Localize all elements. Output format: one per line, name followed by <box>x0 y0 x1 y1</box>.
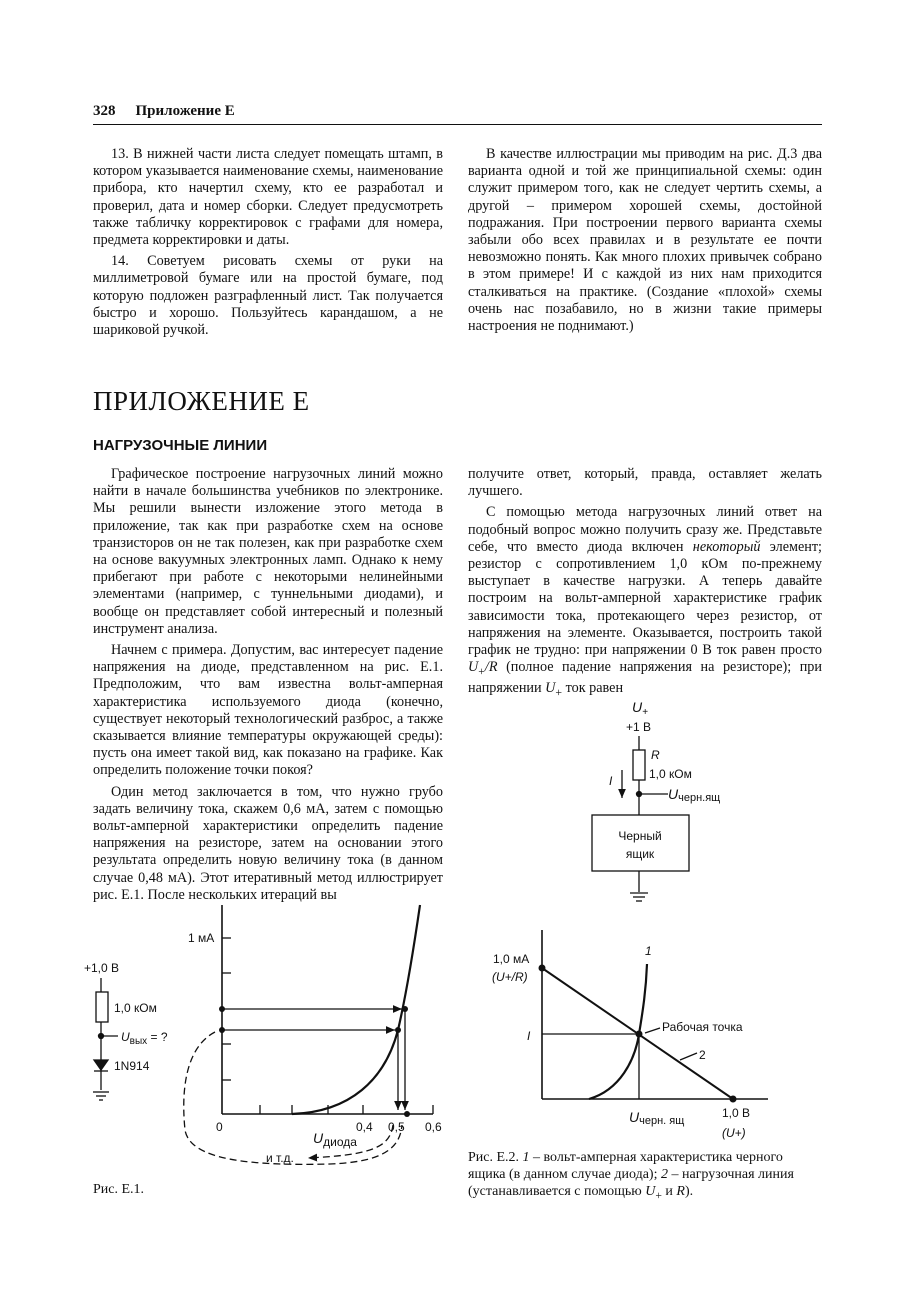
text: Рис. Е.2. <box>468 1150 523 1165</box>
symbol: U <box>313 1130 324 1146</box>
symbol: U <box>121 1030 130 1044</box>
x-tick-label: 0,6 <box>425 1120 442 1134</box>
text: и <box>661 1184 677 1199</box>
appendix-subtitle: НАГРУЗОЧНЫЕ ЛИНИИ <box>93 437 268 454</box>
supply-label: +1,0 В <box>84 961 120 975</box>
x-max-label: 1,0 В <box>722 1106 751 1120</box>
symbol: 2 <box>660 1167 668 1182</box>
symbol: R <box>676 1184 685 1199</box>
resistor-value: 1,0 кОм <box>649 767 692 781</box>
points <box>219 1006 410 1117</box>
box-label: Черный <box>618 829 662 843</box>
subscript: черн.ящ <box>678 792 721 804</box>
ground-icon <box>630 893 648 901</box>
y-max-sub: (U+/R) <box>492 970 528 984</box>
text: – нагрузочная линия (устанавливается с помощью <box>468 1167 794 1199</box>
text: = ? <box>147 1030 168 1044</box>
y-tick-label: 1 мА <box>188 931 215 945</box>
symbol: U <box>545 680 556 697</box>
subscript: вых <box>129 1036 148 1047</box>
operating-point-label: Рабочая точка <box>662 1020 743 1034</box>
x-tick-label: 0 <box>216 1120 223 1134</box>
diode-label: 1N914 <box>114 1059 150 1073</box>
symbol: U <box>468 659 479 676</box>
paragraph: В качестве иллюстрации мы приводим на рис. Д.3 два варианта одной и той же принципиальной схемы: один служит примером того, как не следует чертить схемы, а другой – примером хорошей схемы, достойной подражания. При построении первого варианта схемы забыли обо всех правилах и в результате ее почти невозможно понять. Как много плохих привычек собрано в этом примере! И с каждой из них нам приходится сталкиваться на практике. (Создание «плохой» схемы очень нас позабавило, но в жизни такие примеры настроения не поднимают.) <box>468 146 822 335</box>
subscript: + <box>642 707 648 718</box>
fig2-caption <box>468 1149 823 1204</box>
symbol: U <box>645 1184 656 1199</box>
subscript: черн. ящ <box>639 1115 685 1127</box>
text: (полное падение напряжения на резисторе); при напряжении <box>468 659 822 697</box>
leader-line <box>645 1028 660 1033</box>
symbol: + <box>478 664 485 679</box>
x-axis-label <box>313 1130 357 1149</box>
paragraph: Один метод заключается в том, что нужно грубо задать величину тока, скажем 0,6 мА, затем с помощью вольт-амперной характеристики определить падение напряжения на резисторе, затем на основании этого результата определить новую величину тока (в данном случае 0,48 мА). Этот итеративный метод иллюстрирует рис. Е.1. После нескольких итераций вы <box>93 783 443 903</box>
x-point-label <box>629 1109 684 1127</box>
paragraph-14: 14. Советуем рисовать схемы от руки на миллиметровой бумаге или на простой бумаге, под которую подложен разграфленный лист. Так получается быстро и хорошо. Пользуйтесь карандашом, а не шариковой ручкой. <box>93 253 443 339</box>
dashed-iteration-path <box>184 1032 402 1164</box>
black-box <box>592 815 689 871</box>
resistor-symbol <box>96 992 108 1022</box>
text: ток равен <box>562 680 624 697</box>
paragraph-13: 13. В нижней части листа следует помещать штамп, в котором указывается наименование схемы, наименование прибора, кто начертил схему, кто ее разработал и проверил, дата и номер сборки. Следует предусмотреть также табличку корректировок с графами для номера, предмета корректировки и даты. <box>93 146 443 249</box>
fig1-circuit <box>93 978 118 1100</box>
etc-label: и т.д. <box>266 1151 294 1165</box>
x-tick-label: 0,5 <box>388 1120 405 1134</box>
text: – вольт-амперная характеристика черного ящика (в данном случае диода); <box>468 1150 783 1182</box>
paragraph: получите ответ, который, правда, оставляет желать лучшего. <box>468 466 822 500</box>
current-label: I <box>609 774 613 788</box>
text: элемент; резистор с сопротивлением 1,0 кОм по-прежнему выступает в качестве нагрузки. А теперь давайте построим на вольт-амперной характеристике график зависимости тока, протекающего через резистор, от напряжения на элементе. Оказывается, построить такой график не трудно: при напряжении 0 В ток равен просто <box>468 538 822 659</box>
section-name: Приложение Е <box>135 103 235 119</box>
x-max-sub: (U+) <box>722 1126 746 1140</box>
box-label: ящик <box>625 847 655 861</box>
output-label <box>121 1030 168 1047</box>
r-label: R <box>651 748 660 762</box>
resistor-label: 1,0 кОм <box>114 1001 157 1015</box>
emphasis: некоторый <box>692 538 761 555</box>
node-voltage-label <box>668 786 720 804</box>
paragraph: Графическое построение нагрузочных линий можно найти в начале большинства учебников по электронике. Мы решили вынести изложение этого метода в приложение, так как при разработке схем на основе транзисторов он не так полезен, как при разработке схем на основе вакуумных электронных ламп. Однако к нему прибегают при работе с некоторыми нелинейными элементами (например, с туннельными диодами), и вообще он представляет собой интересный и полезный инструмент анализа. <box>93 466 443 637</box>
curve-1-label: 1 <box>645 944 652 958</box>
paragraph: Начнем с примера. Допустим, вас интересует падение напряжения на диоде, представленном на рис. Е.1. Предположим, что вам известна вольт-амперная характеристика используемого диода (конечно, существует некоторый технологический разброс, а также сказывается влияние температуры окружающей среды): пусть она имеет такой вид, как показано на графике. Как определить положение точки покоя? <box>93 642 443 779</box>
fig1-caption: Рис. Е.1. <box>93 1182 145 1197</box>
y-max-label: 1,0 мА <box>493 952 530 966</box>
supply-label: +1 В <box>626 720 652 734</box>
text: С помощью метода нагрузочных линий ответ на подобный вопрос можно получить сразу же. Представьте себе, что вместо диода включен <box>468 504 822 555</box>
symbol: 1 <box>522 1150 530 1165</box>
appendix-title: ПРИЛОЖЕНИЕ Е <box>93 386 310 416</box>
symbol: U <box>668 786 679 802</box>
page-number: 328 <box>93 103 116 119</box>
x-tick-label: 0,4 <box>356 1120 373 1134</box>
diode-symbol <box>94 1060 108 1070</box>
u-plus-label <box>632 699 648 718</box>
leader-line <box>680 1053 697 1060</box>
curve-2-label: 2 <box>699 1048 706 1062</box>
resistor-symbol <box>633 750 645 780</box>
fig2-chart <box>539 930 769 1103</box>
symbol: + <box>655 1188 662 1202</box>
text: ). <box>684 1184 694 1199</box>
symbol: + <box>555 685 563 700</box>
symbol: U <box>629 1109 640 1125</box>
fig2-circuit <box>592 736 689 901</box>
current-label: I <box>527 1029 531 1043</box>
ground-icon <box>93 1092 109 1100</box>
symbol: U <box>632 699 643 715</box>
symbol: /R <box>484 659 498 676</box>
subscript: диода <box>323 1135 357 1149</box>
